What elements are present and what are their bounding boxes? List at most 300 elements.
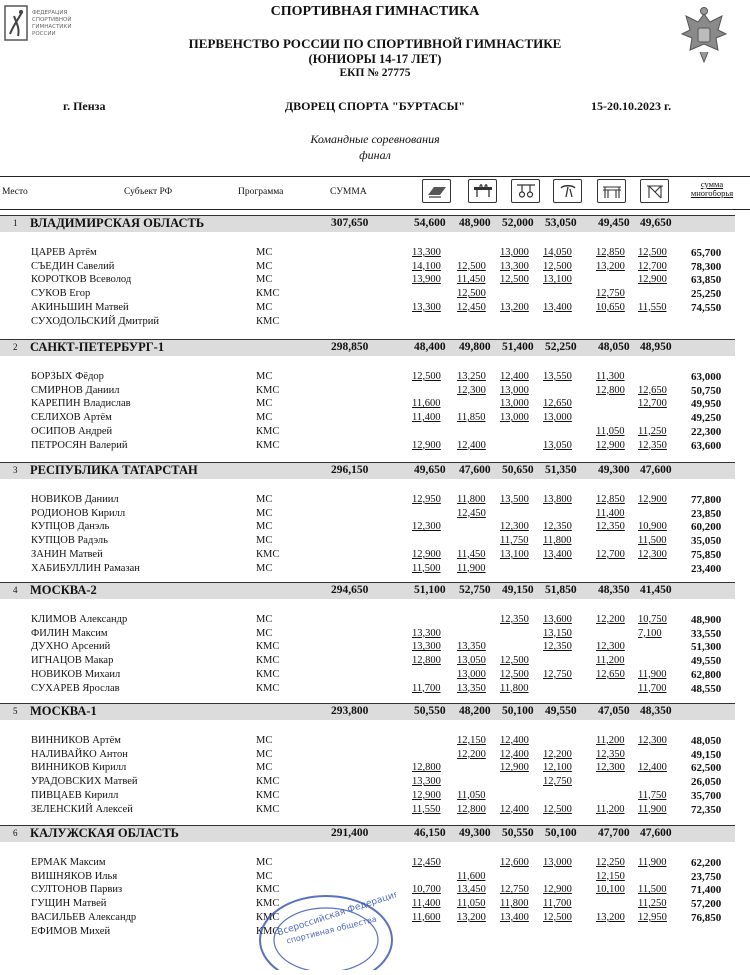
athlete-apparatus-score: 13,450	[457, 884, 486, 896]
athlete-apparatus-score: 12,500	[543, 911, 572, 923]
athlete-name: КАРЕПИН Владислав	[31, 398, 131, 410]
team-rank: 5	[13, 706, 18, 716]
athlete-apparatus-score: 12,700	[596, 548, 625, 560]
athlete-apparatus-score: 13,600	[543, 614, 572, 625]
athlete-allaround-total: 49,250	[691, 412, 722, 425]
athlete-allaround-total: 49,950	[691, 398, 722, 411]
sport-title: СПОРТИВНАЯ ГИМНАСТИКА	[270, 4, 480, 19]
athlete-apparatus-score: 13,300	[412, 776, 441, 788]
col-place: Место	[2, 187, 28, 197]
team-apparatus-score: 46,150	[414, 827, 446, 839]
athlete-apparatus-score: 12,300	[638, 735, 667, 746]
athlete-apparatus-score: 12,400	[457, 439, 486, 451]
athlete-apparatus-score: 12,350	[500, 614, 529, 625]
team-apparatus-score: 49,450	[598, 217, 630, 229]
athlete-apparatus-score: 11,800	[500, 682, 529, 694]
athlete-apparatus-score: 12,300	[412, 521, 441, 533]
athlete-apparatus-score: 12,900	[596, 439, 625, 451]
athlete-allaround-total: 50,750	[691, 384, 722, 397]
athlete-apparatus-score: 12,350	[543, 641, 572, 653]
athlete-program: КМС	[256, 641, 280, 653]
athlete-apparatus-score: 10,100	[596, 884, 625, 896]
athlete-program: МС	[256, 260, 273, 272]
athlete-name: ГУЩИН Матвей	[31, 898, 107, 910]
athlete-apparatus-score: 12,750	[543, 668, 572, 680]
athlete-apparatus-score: 12,400	[500, 748, 529, 760]
athlete-apparatus-score: 12,400	[638, 762, 667, 774]
athlete-apparatus-score: 12,400	[500, 735, 529, 746]
col-allaround: сумма многоборья	[690, 179, 734, 198]
logo-text-line: СПОРТИВНОЙ	[32, 17, 72, 23]
athlete-name: КЛИМОВ Александр	[31, 614, 128, 625]
athlete-name: ВИННИКОВ Артём	[31, 735, 121, 746]
floor-icon	[422, 179, 451, 203]
athlete-apparatus-score: 11,450	[457, 274, 486, 286]
athlete-program: МС	[256, 521, 273, 533]
athlete-name: АКИНЬШИН Матвей	[31, 301, 129, 313]
athlete-apparatus-score: 11,700	[543, 898, 572, 910]
team-apparatus-score: 48,050	[598, 341, 630, 353]
athlete-apparatus-score: 10,750	[638, 614, 667, 625]
athlete-allaround-total: 57,200	[691, 898, 722, 911]
venue: ДВОРЕЦ СПОРТА "БУРТАСЫ"	[284, 99, 466, 113]
athlete-name: ИГНАЦОВ Макар	[31, 655, 114, 667]
athlete-apparatus-score: 11,800	[543, 535, 572, 547]
high-bar-icon	[640, 179, 669, 203]
svg-text:спортивная общества: спортивная общества	[285, 914, 378, 946]
athlete-apparatus-score: 12,750	[596, 288, 625, 300]
team-name: МОСКВА-2	[30, 583, 97, 597]
athlete-apparatus-score: 12,700	[638, 398, 667, 410]
athlete-apparatus-score: 11,900	[457, 562, 486, 574]
athlete-name: КУПЦОВ Данэль	[31, 521, 110, 533]
team-apparatus-score: 47,600	[459, 464, 491, 476]
athlete-apparatus-score: 13,000	[500, 412, 529, 424]
athlete-apparatus-score: 12,950	[412, 494, 441, 505]
athlete-apparatus-score: 12,150	[457, 735, 486, 746]
athlete-name: СЕЛИХОВ Артём	[31, 412, 112, 424]
team-name: РЕСПУБЛИКА ТАТАРСТАН	[30, 463, 198, 477]
team-apparatus-score: 48,350	[640, 705, 672, 717]
athlete-apparatus-score: 12,350	[543, 521, 572, 533]
athlete-program: МС	[256, 735, 273, 746]
athlete-allaround-total: 63,850	[691, 274, 722, 287]
athlete-program: МС	[256, 494, 273, 505]
athlete-apparatus-score: 13,800	[543, 494, 572, 505]
athlete-apparatus-score: 14,100	[412, 260, 441, 272]
athlete-apparatus-score: 11,050	[457, 789, 486, 801]
team-apparatus-score: 50,650	[502, 464, 534, 476]
team-apparatus-score: 53,050	[545, 217, 577, 229]
athlete-apparatus-score: 12,850	[596, 494, 625, 505]
athlete-apparatus-score: 12,900	[543, 884, 572, 896]
athlete-program: КМС	[256, 384, 280, 396]
athlete-apparatus-score: 11,750	[500, 535, 529, 547]
team-apparatus-score: 47,600	[640, 827, 672, 839]
athlete-apparatus-score: 11,550	[638, 301, 667, 313]
athlete-apparatus-score: 13,100	[500, 548, 529, 560]
athlete-apparatus-score: 12,200	[596, 614, 625, 625]
athlete-allaround-total: 23,850	[691, 507, 722, 520]
athlete-allaround-total: 48,550	[691, 682, 722, 695]
athlete-allaround-total: 60,200	[691, 521, 722, 534]
team-sum: 293,800	[331, 705, 369, 717]
athlete-apparatus-score: 11,900	[638, 857, 667, 868]
athlete-name: КУПЦОВ Радэль	[31, 535, 108, 547]
athlete-allaround-total: 49,150	[691, 748, 722, 761]
athlete-allaround-total: 74,550	[691, 301, 722, 314]
athlete-apparatus-score: 13,150	[543, 627, 572, 639]
athlete-name: ЦАРЕВ Артём	[31, 247, 97, 258]
athlete-apparatus-score: 12,800	[457, 803, 486, 815]
athlete-apparatus-score: 11,600	[412, 398, 441, 410]
athlete-name: ВИННИКОВ Кирилл	[31, 762, 127, 774]
competition-type: Командные соревнования	[310, 132, 440, 146]
team-apparatus-score: 47,700	[598, 827, 630, 839]
athlete-apparatus-score: 13,200	[596, 260, 625, 272]
athlete-program: МС	[256, 627, 273, 639]
athlete-name: БОРЗЫХ Фёдор	[31, 371, 104, 382]
athlete-name: ЗАНИН Матвей	[31, 548, 103, 560]
official-stamp	[256, 890, 396, 970]
athlete-allaround-total: 65,700	[691, 247, 722, 259]
athlete-apparatus-score: 11,250	[638, 425, 667, 437]
athlete-allaround-total: 23,750	[691, 870, 722, 883]
team-name: КАЛУЖСКАЯ ОБЛАСТЬ	[30, 826, 179, 840]
athlete-apparatus-score: 12,100	[543, 762, 572, 774]
athlete-apparatus-score: 12,800	[596, 384, 625, 396]
team-apparatus-score: 49,300	[598, 464, 630, 476]
athlete-apparatus-score: 11,600	[457, 870, 486, 882]
team-apparatus-score: 52,250	[545, 341, 577, 353]
athlete-program: МС	[256, 371, 273, 382]
athlete-apparatus-score: 14,050	[543, 247, 572, 258]
athlete-program: КМС	[256, 439, 280, 451]
pommel-horse-icon	[468, 179, 497, 203]
col-subject: Субъект РФ	[124, 187, 173, 197]
athlete-apparatus-score: 12,900	[412, 789, 441, 801]
athlete-apparatus-score: 13,500	[500, 494, 529, 505]
athlete-apparatus-score: 13,250	[457, 371, 486, 382]
athlete-apparatus-score: 11,700	[412, 682, 441, 694]
athlete-apparatus-score: 13,900	[412, 274, 441, 286]
athlete-apparatus-score: 12,350	[638, 439, 667, 451]
athlete-apparatus-score: 12,300	[596, 762, 625, 774]
team-apparatus-score: 52,000	[502, 217, 534, 229]
stage: финал	[359, 148, 391, 162]
rings-icon	[511, 179, 540, 203]
athlete-apparatus-score: 12,900	[412, 548, 441, 560]
athlete-apparatus-score: 13,050	[457, 655, 486, 667]
athlete-apparatus-score: 12,150	[596, 870, 625, 882]
team-apparatus-score: 51,850	[545, 584, 577, 596]
athlete-apparatus-score: 11,900	[638, 668, 667, 680]
team-apparatus-score: 48,400	[414, 341, 446, 353]
athlete-allaround-total: 25,250	[691, 288, 722, 301]
team-apparatus-score: 49,650	[640, 217, 672, 229]
athlete-allaround-total: 71,400	[691, 884, 722, 897]
athlete-apparatus-score: 11,600	[412, 911, 441, 923]
athlete-program: МС	[256, 870, 273, 882]
athlete-apparatus-score: 13,200	[500, 301, 529, 313]
athlete-apparatus-score: 13,200	[596, 911, 625, 923]
athlete-apparatus-score: 10,700	[412, 884, 441, 896]
athlete-program: КМС	[256, 776, 280, 788]
col-program: Программа	[238, 187, 284, 197]
athlete-apparatus-score: 10,650	[596, 301, 625, 313]
athlete-name: ПИВЦАЕВ Кирилл	[31, 789, 119, 801]
team-rank: 6	[13, 828, 18, 838]
team-name: ВЛАДИМИРСКАЯ ОБЛАСТЬ	[30, 216, 205, 230]
athlete-apparatus-score: 12,650	[596, 668, 625, 680]
athlete-apparatus-score: 12,500	[543, 803, 572, 815]
team-row	[0, 704, 750, 720]
athlete-apparatus-score: 11,200	[596, 803, 625, 815]
athlete-program: МС	[256, 507, 273, 519]
athlete-apparatus-score: 11,450	[457, 548, 486, 560]
athlete-allaround-total: 51,300	[691, 641, 722, 654]
athlete-allaround-total: 62,200	[691, 857, 722, 869]
team-apparatus-score: 50,100	[545, 827, 577, 839]
athlete-apparatus-score: 13,300	[412, 627, 441, 639]
athlete-apparatus-score: 12,650	[638, 384, 667, 396]
athlete-name: УРАДОВСКИХ Матвей	[31, 776, 138, 788]
athlete-allaround-total: 63,600	[691, 439, 722, 452]
athlete-apparatus-score: 13,300	[412, 641, 441, 653]
athlete-allaround-total: 33,550	[691, 627, 722, 640]
athlete-apparatus-score: 12,750	[500, 884, 529, 896]
athlete-name: НАЛИВАЙКО Антон	[31, 748, 128, 760]
athlete-apparatus-score: 11,400	[596, 507, 625, 519]
athlete-allaround-total: 76,850	[691, 911, 722, 924]
athlete-apparatus-score: 12,900	[638, 494, 667, 505]
athlete-apparatus-score: 12,200	[543, 748, 572, 760]
svg-text:Всероссийская Федерация город: Всероссийская Федерация	[276, 890, 396, 939]
athlete-apparatus-score: 12,500	[500, 655, 529, 667]
team-apparatus-score: 48,350	[598, 584, 630, 596]
athlete-apparatus-score: 11,500	[412, 562, 441, 574]
athlete-apparatus-score: 12,450	[412, 857, 441, 868]
athlete-apparatus-score: 12,800	[412, 762, 441, 774]
col-sum: СУММА	[330, 187, 367, 197]
athlete-allaround-total: 22,300	[691, 425, 722, 438]
athlete-apparatus-score: 13,000	[500, 247, 529, 258]
athlete-allaround-total: 26,050	[691, 776, 722, 789]
athlete-name: СУХАРЕВ Ярослав	[31, 682, 120, 694]
athlete-name: СУХОДОЛЬСКИЙ Дмитрий	[31, 315, 159, 327]
city: г. Пенза	[63, 99, 106, 113]
athlete-apparatus-score: 13,350	[457, 682, 486, 694]
athlete-apparatus-score: 12,450	[457, 301, 486, 313]
athlete-apparatus-score: 13,400	[543, 301, 572, 313]
athlete-apparatus-score: 12,500	[500, 274, 529, 286]
athlete-apparatus-score: 12,700	[638, 260, 667, 272]
athlete-program: КМС	[256, 803, 280, 815]
team-rank: 4	[13, 585, 18, 595]
athlete-program: МС	[256, 398, 273, 410]
athlete-apparatus-score: 12,400	[500, 371, 529, 382]
athlete-program: МС	[256, 247, 273, 258]
athlete-apparatus-score: 12,200	[457, 748, 486, 760]
athlete-apparatus-score: 12,850	[596, 247, 625, 258]
athlete-apparatus-score: 12,500	[457, 288, 486, 300]
athlete-allaround-total: 35,700	[691, 789, 722, 802]
athlete-apparatus-score: 13,400	[500, 911, 529, 923]
team-apparatus-score: 51,400	[502, 341, 534, 353]
ekp-number: ЕКП № 27775	[339, 67, 411, 79]
athlete-program: МС	[256, 614, 273, 625]
athlete-apparatus-score: 11,300	[596, 371, 625, 382]
athlete-program: КМС	[256, 668, 280, 680]
athlete-name: КОРОТКОВ Всеволод	[31, 274, 132, 286]
team-apparatus-score: 47,050	[598, 705, 630, 717]
athlete-apparatus-score: 11,500	[638, 535, 667, 547]
team-sum: 298,850	[331, 341, 369, 353]
team-apparatus-score: 49,800	[459, 341, 491, 353]
logo-text-line: РОССИИ	[32, 31, 56, 37]
athlete-program: МС	[256, 301, 273, 313]
table-header	[0, 176, 750, 210]
athlete-program: КМС	[256, 789, 280, 801]
team-sum: 294,650	[331, 584, 369, 596]
athlete-program: КМС	[256, 288, 280, 300]
athlete-name: НОВИКОВ Даниил	[31, 494, 119, 505]
athlete-apparatus-score: 11,050	[457, 898, 486, 910]
athlete-program: КМС	[256, 655, 280, 667]
athlete-apparatus-score: 12,250	[596, 857, 625, 868]
team-apparatus-score: 48,900	[459, 217, 491, 229]
athlete-apparatus-score: 12,750	[543, 776, 572, 788]
athlete-apparatus-score: 11,500	[638, 884, 667, 896]
athlete-apparatus-score: 11,550	[412, 803, 441, 815]
athlete-apparatus-score: 13,300	[412, 247, 441, 258]
athlete-apparatus-score: 12,450	[457, 507, 486, 519]
russia-emblem-icon	[676, 6, 732, 66]
athlete-name: ЕФИМОВ Михей	[31, 925, 111, 937]
athlete-apparatus-score: 11,200	[596, 735, 625, 746]
team-sum: 307,650	[331, 217, 369, 229]
athlete-apparatus-score: 12,500	[638, 247, 667, 258]
athlete-program: КМС	[256, 425, 280, 437]
team-apparatus-score: 48,950	[640, 341, 672, 353]
team-apparatus-score: 41,450	[640, 584, 672, 596]
athlete-apparatus-score: 12,500	[457, 260, 486, 272]
athlete-program: МС	[256, 412, 273, 424]
athlete-name: ВАСИЛЬЕВ Александр	[31, 911, 137, 923]
athlete-apparatus-score: 13,100	[543, 274, 572, 286]
team-apparatus-score: 47,600	[640, 464, 672, 476]
athlete-apparatus-score: 11,200	[596, 655, 625, 667]
team-row	[0, 826, 750, 842]
athlete-apparatus-score: 13,300	[412, 301, 441, 313]
athlete-allaround-total: 23,400	[691, 562, 722, 575]
athlete-allaround-total: 48,050	[691, 735, 722, 747]
athlete-apparatus-score: 11,400	[412, 412, 441, 424]
team-row	[0, 216, 750, 232]
dates: 15-20.10.2023 г.	[591, 99, 672, 113]
athlete-apparatus-score: 12,400	[500, 803, 529, 815]
athlete-name: ДУХНО Арсений	[31, 641, 111, 653]
team-apparatus-score: 49,150	[502, 584, 534, 596]
team-apparatus-score: 54,600	[414, 217, 446, 229]
team-apparatus-score: 51,100	[414, 584, 446, 596]
athlete-program: КМС	[256, 898, 280, 910]
athlete-apparatus-score: 12,500	[543, 260, 572, 272]
athlete-allaround-total: 35,050	[691, 535, 722, 548]
athlete-apparatus-score: 12,300	[638, 548, 667, 560]
athlete-apparatus-score: 13,350	[457, 641, 486, 653]
athlete-allaround-total: 62,500	[691, 762, 722, 775]
athlete-apparatus-score: 7,100	[638, 627, 662, 639]
team-row	[0, 340, 750, 356]
athlete-apparatus-score: 12,300	[500, 521, 529, 533]
parallel-bars-icon	[597, 179, 626, 203]
athlete-program: МС	[256, 762, 273, 774]
team-apparatus-score: 50,550	[502, 827, 534, 839]
athlete-allaround-total: 49,550	[691, 655, 722, 668]
athlete-apparatus-score: 12,350	[596, 748, 625, 760]
athlete-apparatus-score: 11,900	[638, 803, 667, 815]
athlete-name: НОВИКОВ Михаил	[31, 668, 121, 680]
team-apparatus-score: 50,100	[502, 705, 534, 717]
athlete-apparatus-score: 12,900	[638, 274, 667, 286]
athlete-apparatus-score: 11,800	[457, 494, 486, 505]
team-apparatus-score: 51,350	[545, 464, 577, 476]
athlete-name: РОДИОНОВ Кирилл	[31, 507, 126, 519]
athlete-name: СМИРНОВ Даниил	[31, 384, 120, 396]
athlete-apparatus-score: 13,000	[543, 412, 572, 424]
athlete-apparatus-score: 11,400	[412, 898, 441, 910]
athlete-apparatus-score: 13,000	[500, 384, 529, 396]
athlete-apparatus-score: 12,300	[457, 384, 486, 396]
athlete-name: ЕРМАК Максим	[31, 857, 106, 868]
team-apparatus-score: 52,750	[459, 584, 491, 596]
team-rank: 1	[13, 218, 18, 228]
athlete-name: ХАБИБУЛЛИН Рамазан	[31, 562, 140, 574]
team-apparatus-score: 49,300	[459, 827, 491, 839]
athlete-program: КМС	[256, 884, 280, 896]
team-apparatus-score: 49,650	[414, 464, 446, 476]
athlete-apparatus-score: 13,050	[543, 439, 572, 451]
athlete-allaround-total: 75,850	[691, 548, 722, 561]
athlete-allaround-total: 78,300	[691, 260, 722, 273]
team-name: МОСКВА-1	[30, 704, 97, 718]
athlete-allaround-total: 62,800	[691, 668, 722, 681]
athlete-apparatus-score: 11,750	[638, 789, 667, 801]
team-row	[0, 583, 750, 599]
athlete-name: ФИЛИН Максим	[31, 627, 108, 639]
athlete-apparatus-score: 10,900	[638, 521, 667, 533]
team-name: САНКТ-ПЕТЕРБУРГ-1	[30, 340, 165, 354]
athlete-apparatus-score: 12,600	[500, 857, 529, 868]
vault-icon	[553, 179, 582, 203]
athlete-apparatus-score: 11,050	[596, 425, 625, 437]
logo-text-line: ГИМНАСТИКИ	[32, 24, 72, 30]
athlete-apparatus-score: 12,800	[412, 655, 441, 667]
athlete-apparatus-score: 11,800	[500, 898, 529, 910]
athlete-apparatus-score: 12,500	[500, 668, 529, 680]
athlete-apparatus-score: 12,950	[638, 911, 667, 923]
team-sum: 296,150	[331, 464, 369, 476]
athlete-program: КМС	[256, 315, 280, 327]
athlete-program: КМС	[256, 925, 280, 937]
athlete-name: ОСИПОВ Андрей	[31, 425, 113, 437]
athlete-apparatus-score: 13,300	[500, 260, 529, 272]
team-apparatus-score: 50,550	[414, 705, 446, 717]
athlete-name: СЪЕДИН Савелий	[31, 260, 115, 272]
athlete-apparatus-score: 13,200	[457, 911, 486, 923]
team-apparatus-score: 48,200	[459, 705, 491, 717]
